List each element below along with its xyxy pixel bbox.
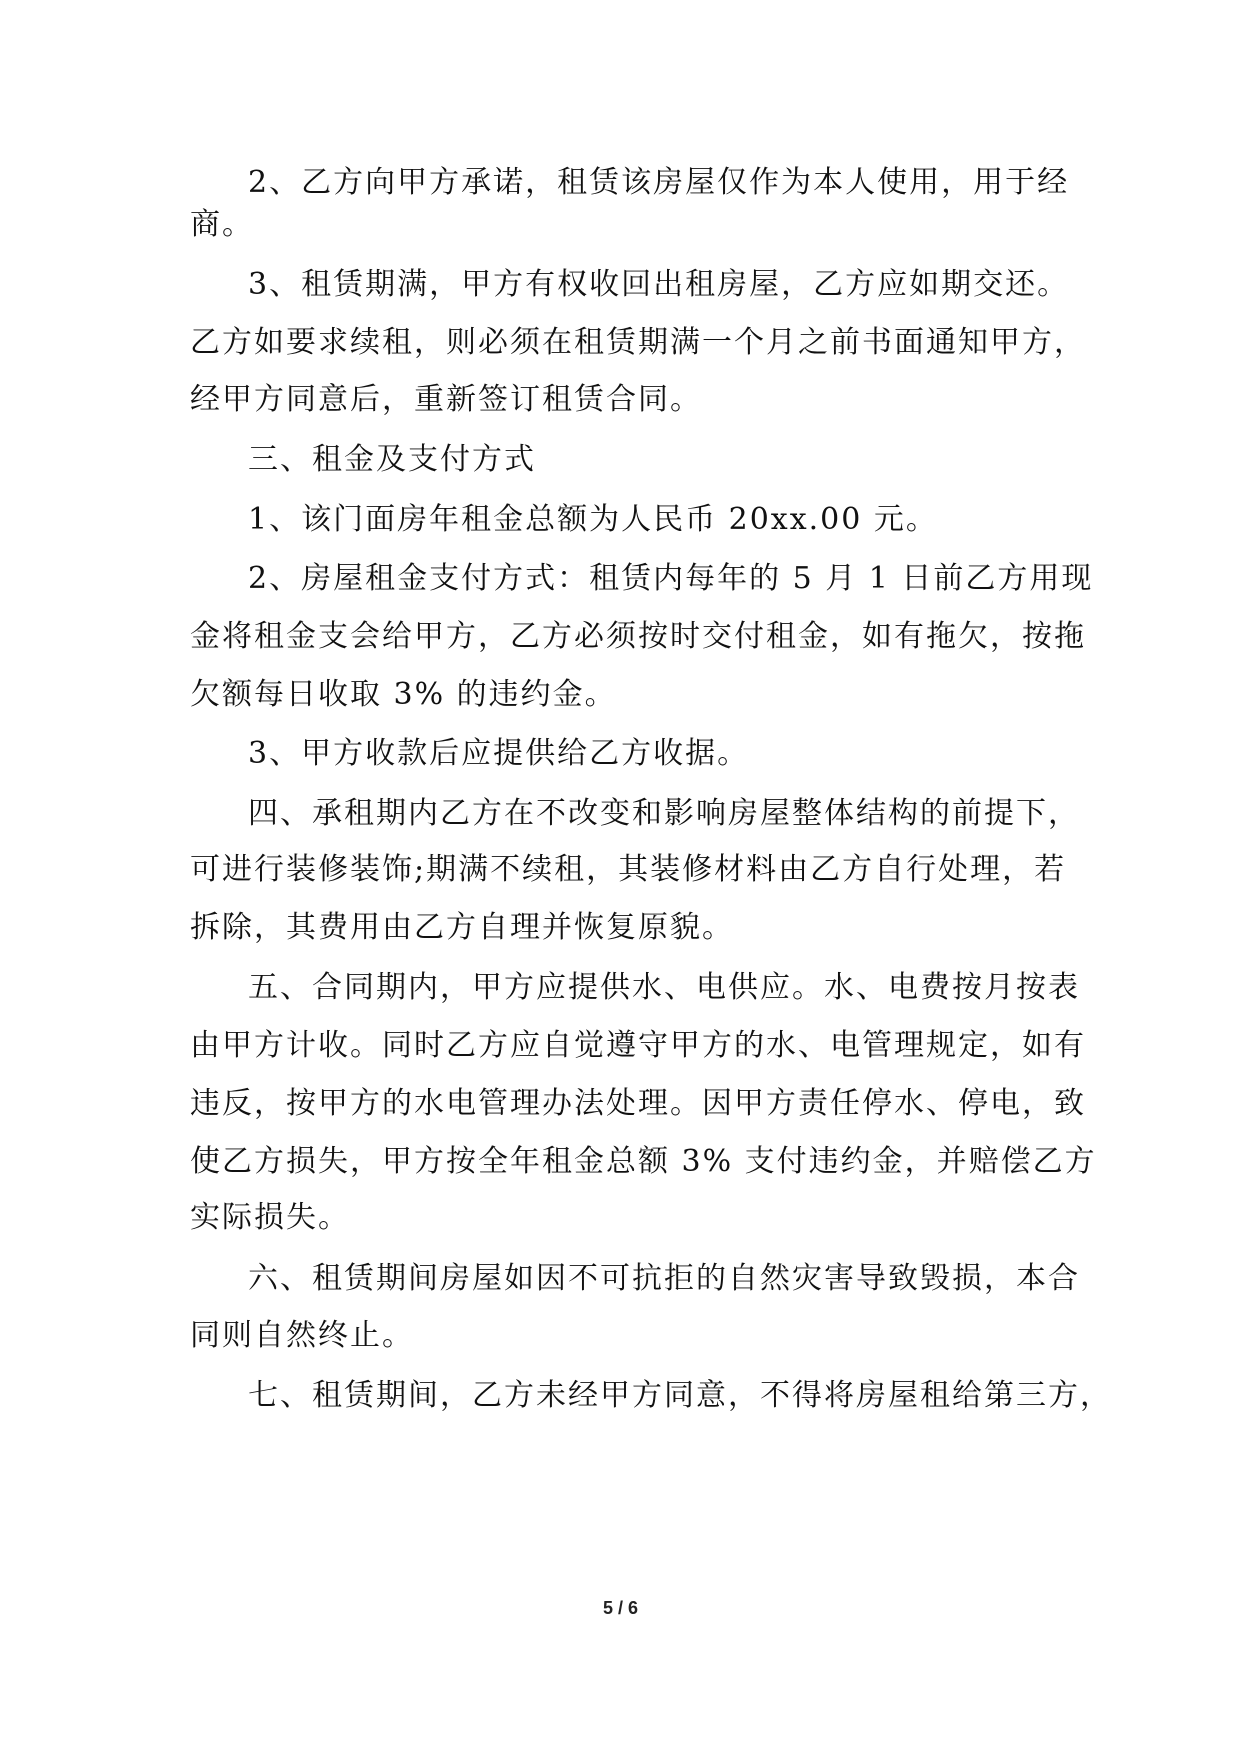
- text-line: 五、合同期内，甲方应提供水、电供应。水、电费按月按表: [248, 970, 1080, 1005]
- text-line: 六、租赁期间房屋如因不可抗拒的自然灾害导致毁损，本合: [248, 1261, 1080, 1296]
- text-line: 实际损失。: [190, 1200, 350, 1235]
- text-line: 2、乙方向甲方承诺，租赁该房屋仅作为本人使用，用于经: [248, 165, 1070, 200]
- text-line: 使乙方损失，甲方按全年租金总额 3% 支付违约金，并赔偿乙方: [190, 1144, 1097, 1179]
- text-line: 拆除，其费用由乙方自理并恢复原貌。: [190, 910, 734, 945]
- text-line: 经甲方同意后，重新签订租赁合同。: [190, 382, 702, 417]
- page-number: 5 / 6: [602, 1598, 639, 1618]
- text-line: 同则自然终止。: [190, 1318, 414, 1353]
- text-line: 3、甲方收款后应提供给乙方收据。: [248, 736, 750, 771]
- text-line: 商。: [190, 207, 254, 242]
- text-line: 由甲方计收。同时乙方应自觉遵守甲方的水、电管理规定，如有: [190, 1028, 1086, 1063]
- text-line: 可进行装修装饰;期满不续租，其装修材料由乙方自行处理，若: [190, 852, 1067, 887]
- text-line: 3、租赁期满，甲方有权收回出租房屋，乙方应如期交还。: [248, 267, 1070, 302]
- text-line: 七、租赁期间，乙方未经甲方同意，不得将房屋租给第三方，: [248, 1378, 1112, 1413]
- text-line: 金将租金支会给甲方，乙方必须按时交付租金，如有拖欠，按拖: [190, 619, 1086, 654]
- text-line: 四、承租期内乙方在不改变和影响房屋整体结构的前提下，: [248, 796, 1080, 831]
- text-line: 2、房屋租金支付方式：租赁内每年的 5 月 1 日前乙方用现: [248, 561, 1094, 596]
- text-line: 违反，按甲方的水电管理办法处理。因甲方责任停水、停电，致: [190, 1086, 1086, 1121]
- text-line: 欠额每日收取 3% 的违约金。: [190, 677, 617, 712]
- section-heading: 三、租金及支付方式: [248, 442, 536, 477]
- text-line: 乙方如要求续租，则必须在租赁期满一个月之前书面通知甲方，: [190, 325, 1086, 360]
- text-line: 1、该门面房年租金总额为人民币 20xx.00 元。: [248, 502, 938, 537]
